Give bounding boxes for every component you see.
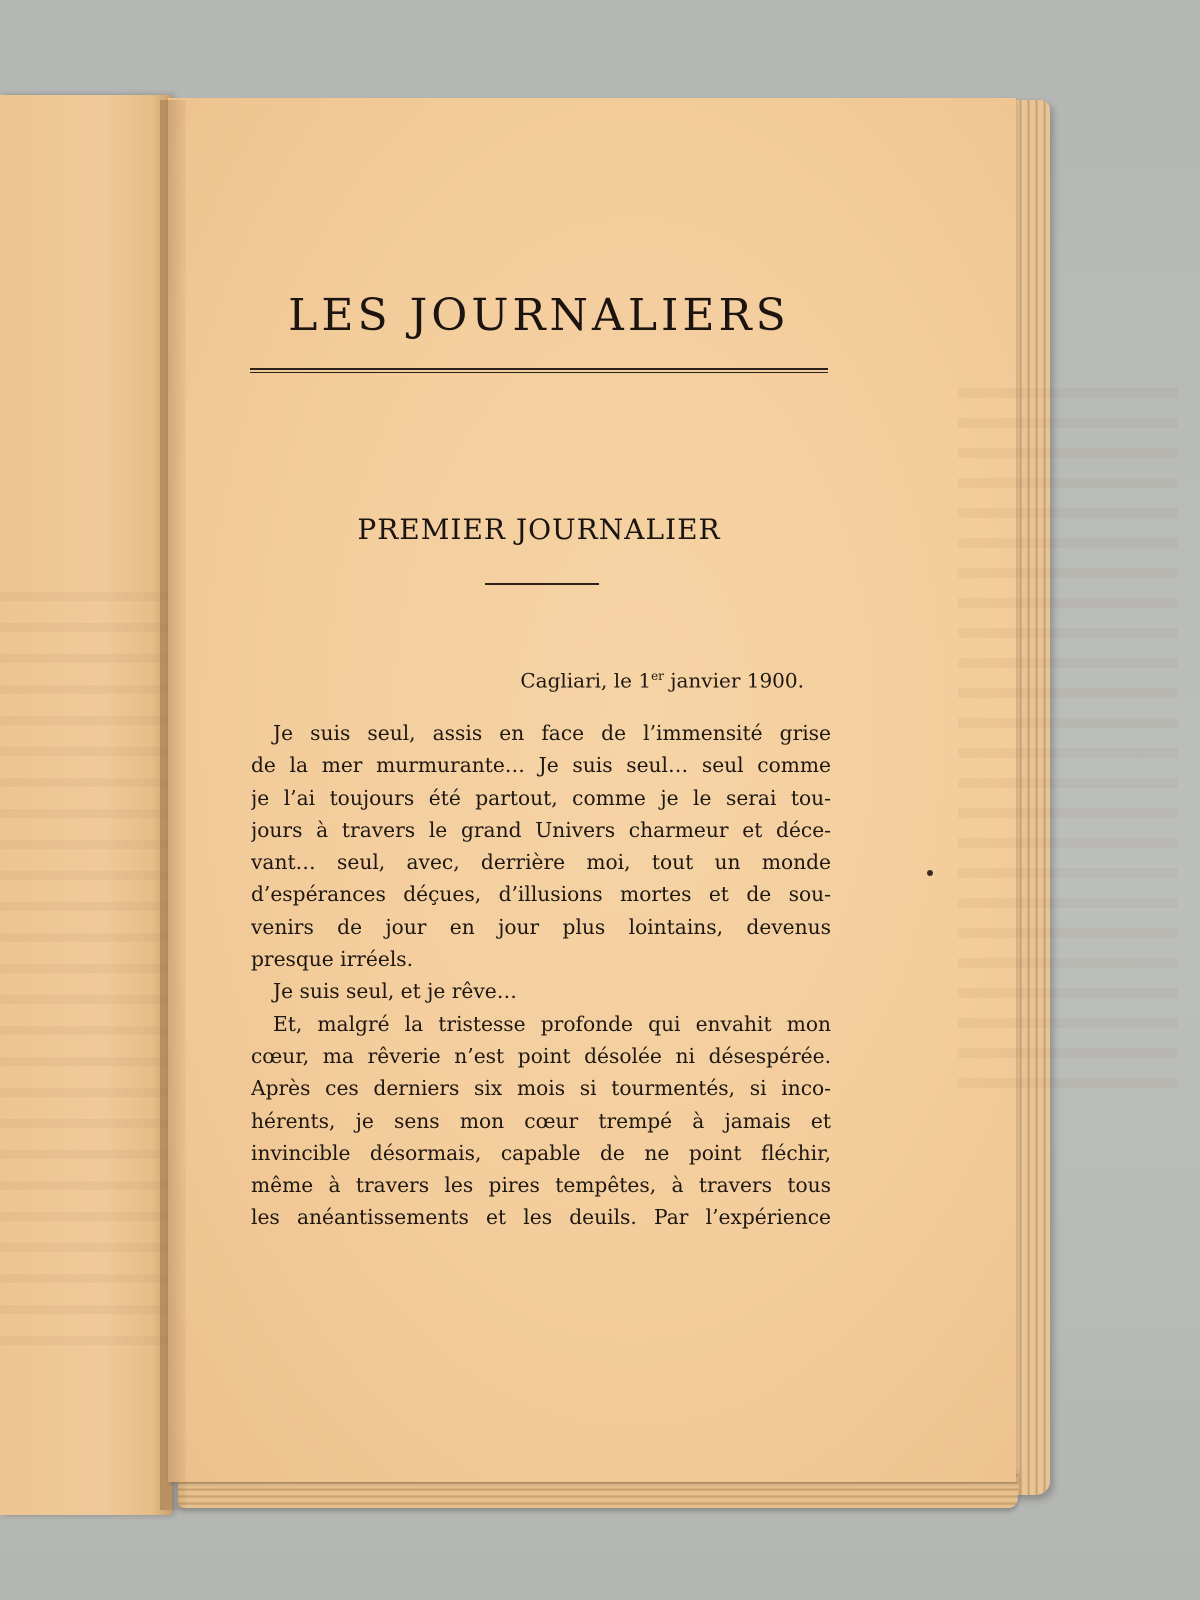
- page-title: LES JOURNALIERS: [288, 290, 790, 341]
- dateline-date: janvier 1900.: [663, 668, 804, 693]
- text-line: Et, malgré la tristesse profonde qui envahit mon: [273, 1011, 831, 1036]
- text-line: je l’ai toujours été partout, comme je le serai tou-: [251, 785, 831, 810]
- title-double-rule: [250, 368, 828, 370]
- paper-speck: [927, 870, 933, 876]
- text-line: Après ces derniers six mois si tourmentés, si inco-: [251, 1076, 831, 1101]
- text-line: même à travers les pires tempêtes, à travers tous: [251, 1173, 831, 1198]
- chapter-heading: PREMIER JOURNALIER: [357, 513, 721, 546]
- dateline: [300, 660, 804, 697]
- body-text: [251, 717, 831, 1234]
- dateline-place: Cagliari, le 1: [520, 668, 652, 693]
- text-line: vant… seul, avec, derrière moi, tout un monde: [251, 850, 831, 875]
- dateline-superscript: er: [651, 669, 664, 683]
- text-line: jours à travers le grand Univers charmeur et déce-: [251, 817, 831, 842]
- text-line: cœur, ma rêverie n’est point désolée ni désespérée.: [251, 1043, 831, 1068]
- text-line: venirs de jour en jour plus lointains, devenus: [251, 914, 831, 939]
- text-line: les anéantissements et les deuils. Par l’expérience: [251, 1205, 831, 1230]
- text-line: invincible désormais, capable de ne point fléchir,: [251, 1140, 831, 1165]
- text-line: presque irréels.: [251, 947, 414, 972]
- chapter-rule: [485, 583, 599, 585]
- text-line: Je suis seul, assis en face de l’immensité grise: [273, 721, 831, 745]
- text-line: hérents, je sens mon cœur trempé à jamais et: [251, 1108, 831, 1133]
- text-line: d’espérances déçues, d’illusions mortes et de sou-: [251, 882, 831, 907]
- text-line: de la mer murmurante… Je suis seul… seul comme: [251, 753, 831, 778]
- text-line: Je suis seul, et je rêve…: [273, 979, 517, 1004]
